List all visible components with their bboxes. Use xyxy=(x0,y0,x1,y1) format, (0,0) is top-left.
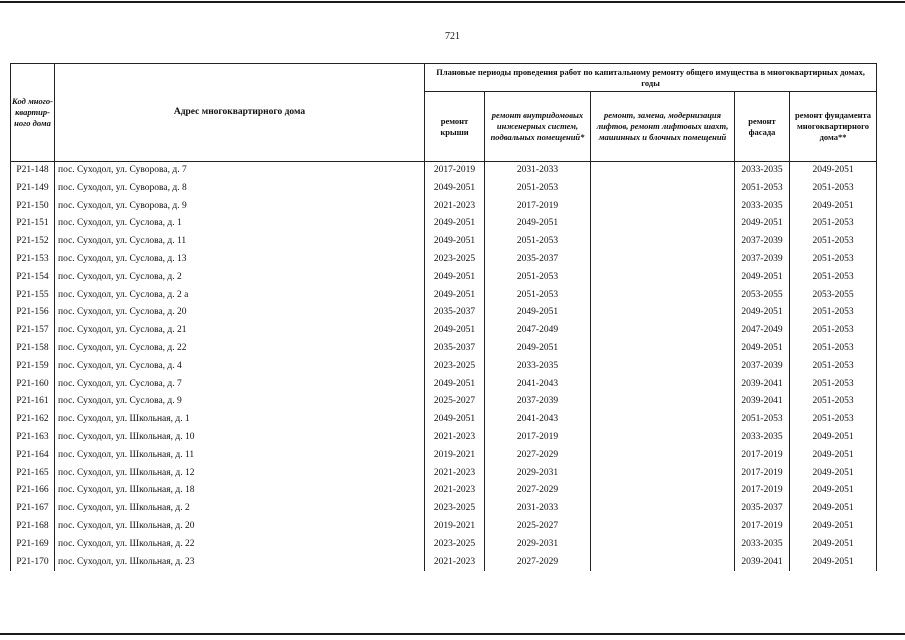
header-facade: ремонт фасада xyxy=(735,92,790,162)
cell-address: пос. Суходол, ул. Школьная, д. 23 xyxy=(55,554,425,572)
header-roof: ремонт крыши xyxy=(425,92,485,162)
cell-lifts xyxy=(591,251,735,269)
cell-internal-systems: 2035-2037 xyxy=(485,251,591,269)
cell-address: пос. Суходол, ул. Школьная, д. 22 xyxy=(55,536,425,554)
cell-foundation: 2051-2053 xyxy=(790,376,877,394)
cell-code: P21-149 xyxy=(11,180,55,198)
cell-facade: 2049-2051 xyxy=(735,269,790,287)
cell-code: P21-159 xyxy=(11,358,55,376)
cell-foundation: 2049-2051 xyxy=(790,162,877,180)
cell-code: P21-163 xyxy=(11,429,55,447)
table-row xyxy=(11,447,877,465)
header-foundation: ремонт фундамента многоквартирного дома** xyxy=(790,92,877,162)
cell-address: пос. Суходол, ул. Суслова, д. 2 xyxy=(55,269,425,287)
table-row xyxy=(11,465,877,483)
cell-facade: 2051-2053 xyxy=(735,180,790,198)
cell-lifts xyxy=(591,304,735,322)
cell-internal-systems: 2049-2051 xyxy=(485,215,591,233)
cell-roof: 2023-2025 xyxy=(425,358,485,376)
cell-roof: 2049-2051 xyxy=(425,287,485,305)
table-row xyxy=(11,269,877,287)
cell-lifts xyxy=(591,233,735,251)
cell-foundation: 2051-2053 xyxy=(790,358,877,376)
cell-facade: 2039-2041 xyxy=(735,376,790,394)
cell-roof: 2021-2023 xyxy=(425,554,485,572)
cell-roof: 2049-2051 xyxy=(425,269,485,287)
cell-lifts xyxy=(591,482,735,500)
cell-roof: 2023-2025 xyxy=(425,500,485,518)
cell-facade: 2049-2051 xyxy=(735,215,790,233)
cell-roof: 2049-2051 xyxy=(425,215,485,233)
cell-facade: 2049-2051 xyxy=(735,340,790,358)
cell-roof: 2021-2023 xyxy=(425,465,485,483)
cell-facade: 2037-2039 xyxy=(735,233,790,251)
cell-foundation: 2051-2053 xyxy=(790,304,877,322)
table-row xyxy=(11,482,877,500)
table-body xyxy=(11,162,877,572)
cell-facade: 2017-2019 xyxy=(735,482,790,500)
cell-internal-systems: 2047-2049 xyxy=(485,322,591,340)
cell-internal-systems: 2037-2039 xyxy=(485,393,591,411)
cell-roof: 2049-2051 xyxy=(425,180,485,198)
cell-code: P21-168 xyxy=(11,518,55,536)
cell-address: пос. Суходол, ул. Суслова, д. 20 xyxy=(55,304,425,322)
cell-code: P21-158 xyxy=(11,340,55,358)
table-row xyxy=(11,411,877,429)
cell-facade: 2039-2041 xyxy=(735,554,790,572)
cell-code: P21-169 xyxy=(11,536,55,554)
cell-foundation: 2049-2051 xyxy=(790,447,877,465)
cell-code: P21-152 xyxy=(11,233,55,251)
cell-roof: 2023-2025 xyxy=(425,251,485,269)
cell-address: пос. Суходол, ул. Суслова, д. 2 а xyxy=(55,287,425,305)
cell-facade: 2039-2041 xyxy=(735,393,790,411)
cell-roof: 2035-2037 xyxy=(425,304,485,322)
cell-code: P21-148 xyxy=(11,162,55,180)
cell-address: пос. Суходол, ул. Суворова, д. 7 xyxy=(55,162,425,180)
cell-internal-systems: 2049-2051 xyxy=(485,340,591,358)
cell-lifts xyxy=(591,162,735,180)
cell-address: пос. Суходол, ул. Суслова, д. 13 xyxy=(55,251,425,269)
cell-internal-systems: 2051-2053 xyxy=(485,233,591,251)
cell-facade: 2053-2055 xyxy=(735,287,790,305)
cell-internal-systems: 2029-2031 xyxy=(485,465,591,483)
table-row xyxy=(11,393,877,411)
cell-roof: 2021-2023 xyxy=(425,429,485,447)
table-row xyxy=(11,287,877,305)
cell-code: P21-151 xyxy=(11,215,55,233)
cell-code: P21-162 xyxy=(11,411,55,429)
cell-internal-systems: 2027-2029 xyxy=(485,447,591,465)
top-rule xyxy=(0,1,905,3)
cell-facade: 2037-2039 xyxy=(735,358,790,376)
cell-code: P21-157 xyxy=(11,322,55,340)
cell-facade: 2049-2051 xyxy=(735,304,790,322)
capital-repair-schedule-table xyxy=(10,63,877,571)
cell-internal-systems: 2051-2053 xyxy=(485,269,591,287)
cell-address: пос. Суходол, ул. Суслова, д. 9 xyxy=(55,393,425,411)
cell-lifts xyxy=(591,269,735,287)
table-header xyxy=(11,64,877,162)
cell-address: пос. Суходол, ул. Суворова, д. 9 xyxy=(55,198,425,216)
cell-facade: 2047-2049 xyxy=(735,322,790,340)
table-row xyxy=(11,376,877,394)
cell-facade: 2033-2035 xyxy=(735,429,790,447)
header-lifts: ремонт, замена, модернизация лифтов, ремонт лифтовых шахт, машинных и блочных помещений xyxy=(591,92,735,162)
cell-code: P21-153 xyxy=(11,251,55,269)
cell-roof: 2049-2051 xyxy=(425,322,485,340)
header-code: Код много-квартир-ного дома xyxy=(11,64,55,162)
cell-facade: 2017-2019 xyxy=(735,518,790,536)
cell-facade: 2037-2039 xyxy=(735,251,790,269)
cell-lifts xyxy=(591,287,735,305)
cell-lifts xyxy=(591,536,735,554)
table-row xyxy=(11,304,877,322)
cell-facade: 2051-2053 xyxy=(735,411,790,429)
cell-address: пос. Суходол, ул. Школьная, д. 12 xyxy=(55,465,425,483)
cell-foundation: 2049-2051 xyxy=(790,482,877,500)
header-periods-group: Плановые периоды проведения работ по капитальному ремонту общего имущества в многоквартирных домах, годы xyxy=(425,64,877,92)
cell-internal-systems: 2027-2029 xyxy=(485,482,591,500)
cell-code: P21-155 xyxy=(11,287,55,305)
cell-foundation: 2049-2051 xyxy=(790,198,877,216)
cell-code: P21-164 xyxy=(11,447,55,465)
cell-address: пос. Суходол, ул. Суслова, д. 4 xyxy=(55,358,425,376)
cell-foundation: 2051-2053 xyxy=(790,393,877,411)
cell-internal-systems: 2031-2033 xyxy=(485,500,591,518)
cell-roof: 2049-2051 xyxy=(425,376,485,394)
cell-lifts xyxy=(591,411,735,429)
table-row xyxy=(11,340,877,358)
cell-foundation: 2051-2053 xyxy=(790,322,877,340)
cell-address: пос. Суходол, ул. Суслова, д. 7 xyxy=(55,376,425,394)
cell-roof: 2049-2051 xyxy=(425,411,485,429)
cell-code: P21-154 xyxy=(11,269,55,287)
table-row xyxy=(11,198,877,216)
cell-roof: 2021-2023 xyxy=(425,482,485,500)
cell-internal-systems: 2041-2043 xyxy=(485,376,591,394)
cell-address: пос. Суходол, ул. Суворова, д. 8 xyxy=(55,180,425,198)
table-row xyxy=(11,536,877,554)
cell-roof: 2021-2023 xyxy=(425,198,485,216)
bottom-rule xyxy=(0,633,905,635)
cell-address: пос. Суходол, ул. Школьная, д. 10 xyxy=(55,429,425,447)
table-row xyxy=(11,180,877,198)
cell-lifts xyxy=(591,215,735,233)
cell-internal-systems: 2033-2035 xyxy=(485,358,591,376)
cell-code: P21-167 xyxy=(11,500,55,518)
cell-internal-systems: 2029-2031 xyxy=(485,536,591,554)
cell-internal-systems: 2049-2051 xyxy=(485,304,591,322)
cell-facade: 2017-2019 xyxy=(735,465,790,483)
cell-internal-systems: 2025-2027 xyxy=(485,518,591,536)
cell-foundation: 2051-2053 xyxy=(790,233,877,251)
cell-facade: 2033-2035 xyxy=(735,162,790,180)
cell-roof: 2019-2021 xyxy=(425,518,485,536)
cell-roof: 2017-2019 xyxy=(425,162,485,180)
table-row xyxy=(11,429,877,447)
cell-lifts xyxy=(591,198,735,216)
cell-lifts xyxy=(591,358,735,376)
cell-internal-systems: 2051-2053 xyxy=(485,180,591,198)
cell-code: P21-156 xyxy=(11,304,55,322)
header-address: Адрес многоквартирного дома xyxy=(55,64,425,162)
cell-lifts xyxy=(591,376,735,394)
table-row xyxy=(11,215,877,233)
cell-address: пос. Суходол, ул. Суслова, д. 11 xyxy=(55,233,425,251)
cell-internal-systems: 2017-2019 xyxy=(485,198,591,216)
cell-lifts xyxy=(591,465,735,483)
cell-code: P21-170 xyxy=(11,554,55,572)
header-internal-systems: ремонт внутридомовых инженерных систем, подвальных помещений* xyxy=(485,92,591,162)
table-row xyxy=(11,358,877,376)
cell-internal-systems: 2051-2053 xyxy=(485,287,591,305)
cell-roof: 2035-2037 xyxy=(425,340,485,358)
cell-address: пос. Суходол, ул. Школьная, д. 11 xyxy=(55,447,425,465)
cell-internal-systems: 2027-2029 xyxy=(485,554,591,572)
cell-address: пос. Суходол, ул. Школьная, д. 20 xyxy=(55,518,425,536)
cell-code: P21-150 xyxy=(11,198,55,216)
cell-facade: 2017-2019 xyxy=(735,447,790,465)
table-row xyxy=(11,554,877,572)
cell-lifts xyxy=(591,180,735,198)
cell-lifts xyxy=(591,340,735,358)
cell-address: пос. Суходол, ул. Суслова, д. 1 xyxy=(55,215,425,233)
page-number: 721 xyxy=(445,31,460,42)
cell-roof: 2023-2025 xyxy=(425,536,485,554)
table-row xyxy=(11,233,877,251)
cell-foundation: 2049-2051 xyxy=(790,465,877,483)
cell-lifts xyxy=(591,393,735,411)
cell-foundation: 2051-2053 xyxy=(790,269,877,287)
cell-address: пос. Суходол, ул. Суслова, д. 22 xyxy=(55,340,425,358)
cell-roof: 2019-2021 xyxy=(425,447,485,465)
cell-lifts xyxy=(591,322,735,340)
cell-address: пос. Суходол, ул. Школьная, д. 18 xyxy=(55,482,425,500)
cell-address: пос. Суходол, ул. Школьная, д. 1 xyxy=(55,411,425,429)
cell-foundation: 2049-2051 xyxy=(790,518,877,536)
cell-foundation: 2051-2053 xyxy=(790,180,877,198)
cell-facade: 2035-2037 xyxy=(735,500,790,518)
cell-roof: 2049-2051 xyxy=(425,233,485,251)
cell-address: пос. Суходол, ул. Суслова, д. 21 xyxy=(55,322,425,340)
cell-internal-systems: 2017-2019 xyxy=(485,429,591,447)
table-row xyxy=(11,251,877,269)
table-row xyxy=(11,322,877,340)
cell-roof: 2025-2027 xyxy=(425,393,485,411)
cell-lifts xyxy=(591,554,735,572)
cell-foundation: 2049-2051 xyxy=(790,500,877,518)
cell-code: P21-160 xyxy=(11,376,55,394)
cell-foundation: 2051-2053 xyxy=(790,340,877,358)
cell-foundation: 2049-2051 xyxy=(790,536,877,554)
cell-foundation: 2049-2051 xyxy=(790,429,877,447)
cell-foundation: 2051-2053 xyxy=(790,411,877,429)
cell-facade: 2033-2035 xyxy=(735,536,790,554)
table-row xyxy=(11,162,877,180)
cell-foundation: 2051-2053 xyxy=(790,251,877,269)
cell-foundation: 2053-2055 xyxy=(790,287,877,305)
cell-lifts xyxy=(591,447,735,465)
cell-lifts xyxy=(591,500,735,518)
table-row xyxy=(11,500,877,518)
cell-code: P21-165 xyxy=(11,465,55,483)
cell-lifts xyxy=(591,429,735,447)
cell-internal-systems: 2041-2043 xyxy=(485,411,591,429)
cell-foundation: 2049-2051 xyxy=(790,554,877,572)
cell-code: P21-166 xyxy=(11,482,55,500)
cell-code: P21-161 xyxy=(11,393,55,411)
cell-facade: 2033-2035 xyxy=(735,198,790,216)
cell-address: пос. Суходол, ул. Школьная, д. 2 xyxy=(55,500,425,518)
cell-internal-systems: 2031-2033 xyxy=(485,162,591,180)
cell-foundation: 2051-2053 xyxy=(790,215,877,233)
cell-lifts xyxy=(591,518,735,536)
table-row xyxy=(11,518,877,536)
